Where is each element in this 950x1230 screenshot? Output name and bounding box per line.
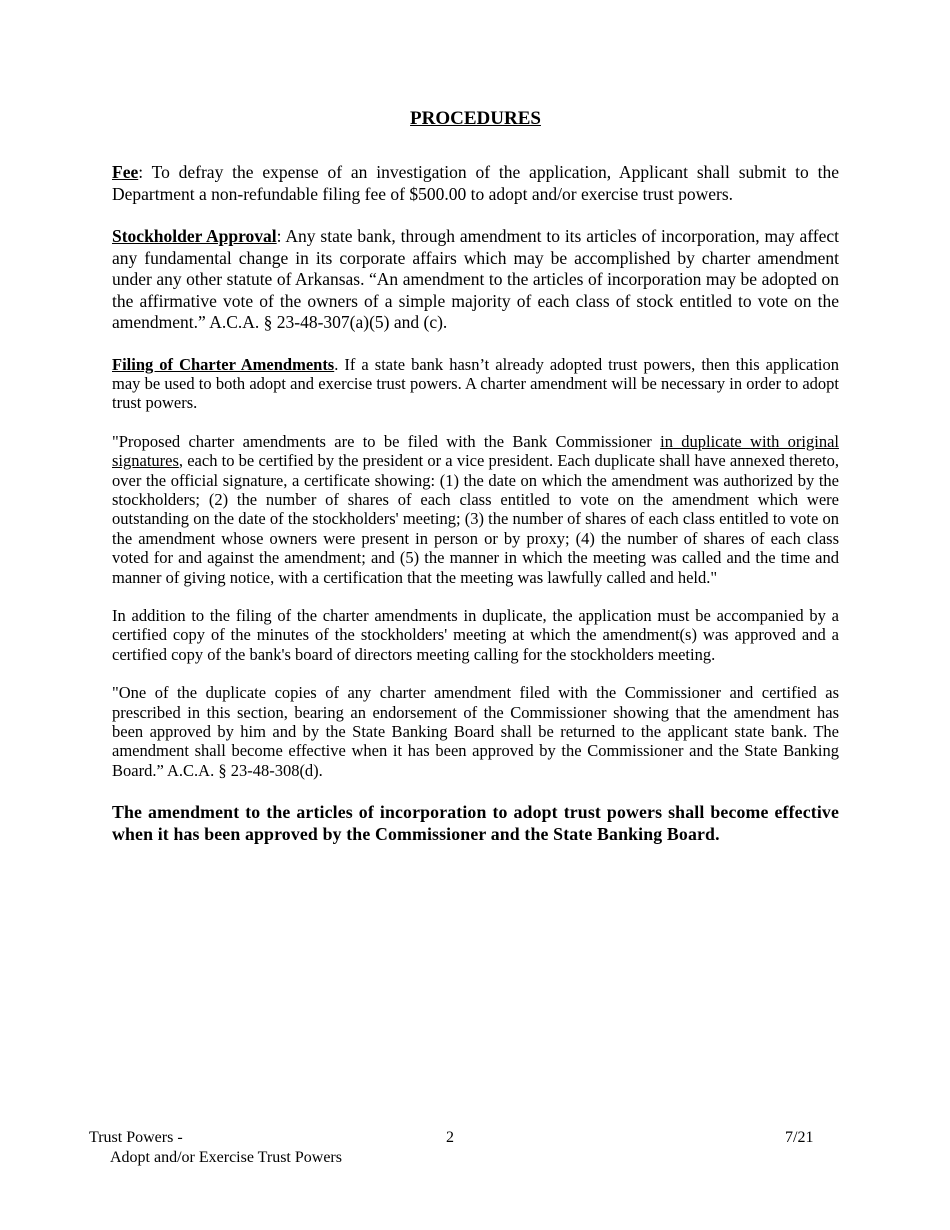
fee-paragraph xyxy=(112,162,839,205)
duplicate-copies-quote xyxy=(112,683,839,780)
duplicate-copies-text: "One of the duplicate copies of any charter amendment filed with the Commissioner and certified as prescribed in this section, bearing an endorsement of the Commissioner showing that the amendment has been approved by him and by the State Banking Board shall be returned to the applicant state bank. The amendment shall become effective when it has been approved by the Commissioner and the State Banking Board.” A.C.A. § 23-48-308(d). xyxy=(112,683,839,780)
stockholder-approval-text: : Any state bank, through amendment to its articles of incorporation, may affect any fundamental change in its corporate affairs which may be accomplished by charter amendment under any other statute of Arkansas. “An amendment to the articles of incorporation may be adopted on the affirmative vote of the owners of a simple majority of each class of stock entitled to vote on the amendment.” A.C.A. § 23-48-307(a)(5) and (c). xyxy=(112,226,840,332)
footer-document-title xyxy=(89,1128,342,1168)
charter-amendment-quote xyxy=(112,432,839,587)
document-body xyxy=(112,108,839,845)
stockholder-approval-heading: Stockholder Approval xyxy=(112,226,277,246)
filing-charter-amendments-text: . If a state bank hasn’t already adopted trust powers, then this application may be used to both adopt and exercise trust powers. A charter amendment will be necessary in order to adopt trust powers. xyxy=(112,354,839,413)
minutes-text: In addition to the filing of the charter amendments in duplicate, the application must be accompanied by a certified copy of the minutes of the stockholders' meeting at which the amendment(s) was approved and a certified copy of the bank's board of directors meeting calling for the stockholders meeting. xyxy=(112,605,839,664)
charter-quote-after: , each to be certified by the president or a vice president. Each duplicate shall have annexed thereto, over the official signature, a certificate showing: (1) the date on which the amendment was authorized by the stockholders; (2) the number of shares of each class entitled to vote on the amendment which were outstanding on the date of the stockholders' meeting; (3) the number of shares of each class entitled to vote on the amendment whose owners were present in person or by proxy; (4) the number of shares of each class voted for and against the amendment; and (5) the manner in which the meeting was called and the time and manner of giving notice, with a certification that the meeting was lawfully called and held." xyxy=(112,451,839,587)
filing-charter-amendments-heading: Filing of Charter Amendments xyxy=(112,354,335,374)
fee-text: : To defray the expense of an investigation of the application, Applicant shall submit to the Department a non-refundable filing fee of $500.00 to adopt and/or exercise trust powers. xyxy=(112,162,839,204)
closing-statement xyxy=(112,802,839,845)
filing-charter-amendments-paragraph xyxy=(112,355,839,413)
closing-text: The amendment to the articles of incorporation to adopt trust powers shall become effective when it has been approved by the Commissioner and the State Banking Board. xyxy=(112,802,839,844)
charter-quote-before: "Proposed charter amendments are to be filed with the Bank Commissioner xyxy=(112,431,661,451)
charter-quote-underlined: in duplicate with original signatures xyxy=(112,431,839,471)
footer-page-number: 2 xyxy=(446,1129,454,1146)
page-title: PROCEDURES xyxy=(410,108,541,129)
stockholder-approval-paragraph xyxy=(112,226,839,334)
fee-heading: Fee xyxy=(112,162,139,182)
footer-title-line1: Trust Powers - xyxy=(89,1129,183,1146)
footer-title-line2: Adopt and/or Exercise Trust Powers xyxy=(110,1149,342,1166)
footer-date: 7/21 xyxy=(785,1129,814,1146)
minutes-paragraph xyxy=(112,606,839,664)
